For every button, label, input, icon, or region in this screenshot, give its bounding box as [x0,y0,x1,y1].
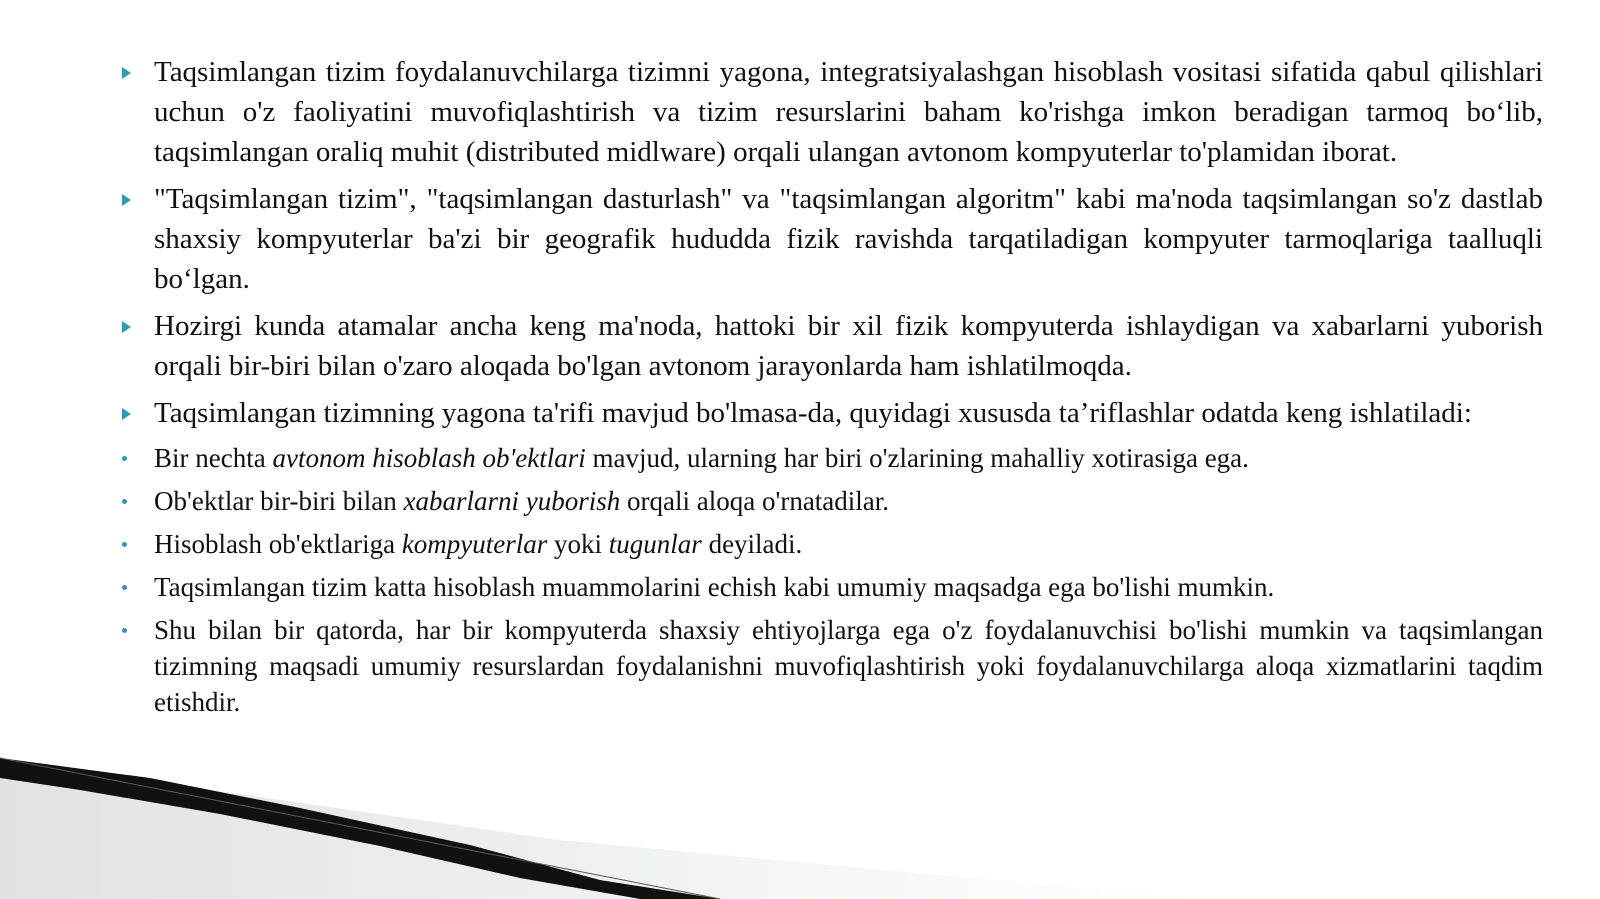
dot-bullet-icon [122,456,127,461]
bullet-item [0,393,1600,433]
italic-phrase: kompyuterlar [401,529,548,559]
dot-bullet-icon [122,499,127,504]
bullet-text [154,56,1543,168]
text-segment: orqali aloqa o'rnatadilar. [620,486,890,516]
bullet-text [154,183,1543,295]
slide-content [0,52,1600,727]
triangle-bullet-icon [122,194,131,206]
bullet-item [0,440,1600,476]
text-segment: Shu bilan bir qatorda, har bir kompyuterda shaxsiy ehtiyojlarga ega o'z foydalanuvchisi bo'lishi mumkin va taqsimlangan tizimning maqsadi umumiy resurslardan foydalanishni muvofiqlashtirish yoki foydalanuvchilarga aloqa xizmatlarini taqdim etishdir. [154,615,1543,717]
text-segment: Hozirgi kunda atamalar ancha keng ma'noda, hattoki bir xil fizik kompyuterda ishlaydigan va xabarlarni yuborish orqali bir-biri bilan o'zaro aloqada bo'lgan avtonom jarayonlarda ham ishlatilmoqda. [154,310,1543,382]
bullet-item [0,612,1600,720]
text-segment: yoki [547,529,609,559]
triangle-bullet-icon [122,408,131,420]
grey-corner-shape [0,760,1200,899]
triangle-bullet-icon [122,321,131,333]
bullet-text [154,529,802,559]
text-segment: Taqsimlangan tizim katta hisoblash muammolarini echish kabi umumiy maqsadga ega bo'lishi mumkin. [154,572,1275,602]
bullet-item [0,569,1600,605]
text-segment: mavjud, ularning har biri o'zlarining mahalliy xotirasiga ega. [585,443,1249,473]
text-segment: Taqsimlangan tizim foydalanuvchilarga tizimni yagona, integratsiyalashgan hisoblash vositasi sifatida qabul qilishlari uchun o'z faoliyatini muvofiqlashtirish va tizim resurslarini baham ko'rishga imkon beradigan tarmoq bo‘lib, taqsimlangan oraliq muhit (distributed midlware) orqali ulangan avtonom kompyuterlar to'plamidan iborat. [154,56,1543,168]
bullet-text [154,443,1249,473]
bullet-text [154,310,1543,382]
dot-bullet-icon [122,628,127,633]
text-segment: "Taqsimlangan tizim", "taqsimlangan dasturlash" va "taqsimlangan algoritm" kabi ma'noda taqsimlangan so'z dastlab shaxsiy kompyuterlar ba'zi bir geografik hududda fizik ravishda tarqatiladigan kompyuter tarmoqlariga taalluqli bo‘lgan. [154,183,1543,295]
bullet-item [0,526,1600,562]
text-segment: Ob'ektlar bir-biri bilan [154,486,404,516]
bullet-item [0,483,1600,519]
bullet-text [154,615,1543,717]
dot-bullet-icon [122,542,127,547]
text-segment: Bir nechta [154,443,273,473]
bullet-item [0,179,1600,299]
text-segment: Hisoblash ob'ektlariga [154,529,402,559]
bullet-text [154,397,1472,429]
bullet-text [154,572,1274,602]
bullet-text [154,486,889,516]
bullet-item [0,306,1600,386]
italic-phrase: avtonom hisoblash ob'ektlari [272,443,586,473]
triangle-bullet-icon [122,67,131,79]
italic-phrase: xabarlarni yuborish [403,486,621,516]
italic-phrase: tugunlar [608,529,702,559]
dot-bullet-icon [122,585,127,590]
bullet-item [0,52,1600,172]
text-segment: deyiladi. [701,529,803,559]
text-segment: Taqsimlangan tizimning yagona ta'rifi mavjud bo'lmasa-da, quyidagi xususda ta’riflashlar odatda keng ishlatiladi: [154,397,1472,429]
